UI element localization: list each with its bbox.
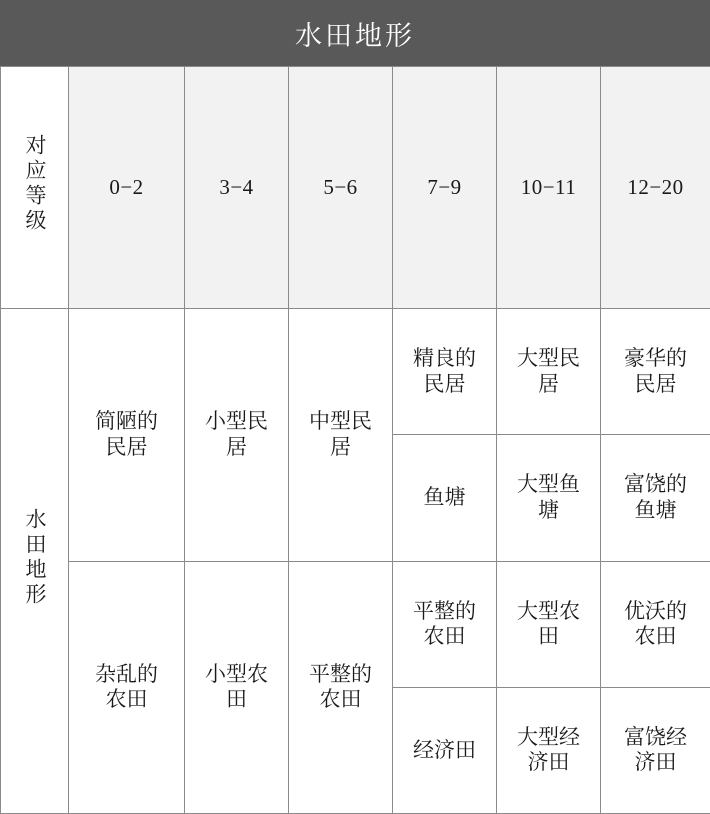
- header-level-4: 10−11: [497, 67, 601, 309]
- header-row-label: [1, 67, 69, 309]
- cell-pond-basic: [393, 435, 497, 561]
- cell-text: 平整的农田: [413, 598, 476, 649]
- terrain-table: [0, 66, 710, 814]
- cell-text: 小型农田: [205, 661, 268, 712]
- cell-residence-fine: [393, 309, 497, 435]
- cell-residence-luxury: [601, 309, 710, 435]
- cell-text: 平整的农田: [309, 661, 372, 712]
- header-level-5: 12−20: [601, 67, 710, 309]
- cell-econ-basic: [393, 687, 497, 813]
- page-title-text: 水田地形: [295, 20, 415, 51]
- cell-text: 简陋的民居: [95, 409, 158, 459]
- cell-farm-messy: [69, 561, 185, 813]
- cell-residence-large: [497, 309, 601, 435]
- body-row-label-text: 水田地形: [23, 507, 48, 608]
- cell-text: 大型农田: [517, 598, 580, 649]
- cell-text: 大型民居: [517, 346, 580, 396]
- cell-residence-low: [69, 309, 185, 561]
- cell-econ-rich: [601, 687, 710, 813]
- cell-text: 精良的民居: [413, 346, 476, 396]
- cell-text: 大型鱼塘: [517, 472, 580, 522]
- cell-farm-large: [497, 561, 601, 687]
- cell-econ-large: [497, 687, 601, 813]
- cell-pond-rich: [601, 435, 710, 561]
- cell-farm-flat-7-9: [393, 561, 497, 687]
- cell-farm-small: [185, 561, 289, 813]
- cell-residence-medium: [289, 309, 393, 561]
- header-level-2: 5−6: [289, 67, 393, 309]
- header-level-3: 7−9: [393, 67, 497, 309]
- cell-text: 杂乱的农田: [95, 661, 158, 712]
- page-title: [0, 0, 710, 66]
- cell-text: 富饶的鱼塘: [624, 472, 687, 522]
- cell-text: 大型经济田: [517, 724, 580, 775]
- header-row-label-text: 对应等级: [23, 134, 48, 235]
- body-row-label: [1, 309, 69, 814]
- header-level-1: 3−4: [185, 67, 289, 309]
- cell-farm-fertile: [601, 561, 710, 687]
- cell-pond-large: [497, 435, 601, 561]
- cell-text: 富饶经济田: [624, 724, 687, 775]
- cell-text: 鱼塘: [423, 485, 466, 510]
- table-row: [1, 309, 710, 435]
- header-level-0: 0−2: [69, 67, 185, 309]
- table-header-row: [1, 67, 710, 309]
- cell-residence-small: [185, 309, 289, 561]
- cell-text: 豪华的民居: [624, 346, 687, 396]
- cell-text: 中型民居: [309, 409, 372, 459]
- cell-farm-flat: [289, 561, 393, 813]
- cell-text: 优沃的农田: [624, 598, 687, 649]
- cell-text: 经济田: [413, 737, 476, 762]
- cell-text: 小型民居: [205, 409, 268, 459]
- table-row: [1, 561, 710, 687]
